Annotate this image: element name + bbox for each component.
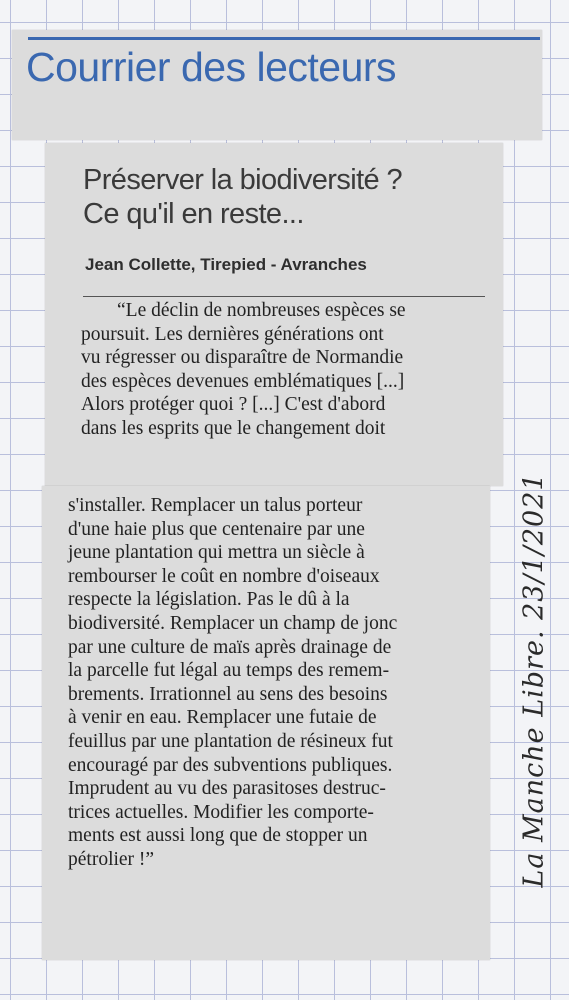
article-clipping-top <box>45 143 503 486</box>
text-line: d'une haie plus que centenaire par une <box>68 518 365 540</box>
handwritten-source-note: La Manche Libre. 23/1/2021 <box>518 472 550 888</box>
text-line: poursuit. Les dernières générations ont <box>81 323 384 345</box>
text-line: “Le déclin de nombreuses espèces se <box>117 300 406 321</box>
article-title-line: Ce qu'il en reste... <box>83 198 304 230</box>
text-line: rembourser le coût en nombre d'oiseaux <box>68 565 380 587</box>
text-line: par une culture de maïs après drainage de <box>68 636 392 658</box>
text-line: la parcelle fut légal au temps des remem- <box>68 660 390 682</box>
text-line: dans les esprits que le changement doit <box>81 417 386 439</box>
text-line: des espèces devenues emblématiques [...] <box>81 370 405 392</box>
header-clipping <box>12 30 542 140</box>
text-line: brements. Irrationnel au sens des besoins <box>68 683 388 705</box>
text-line: jeune plantation qui mettra un siècle à <box>68 542 365 564</box>
article-title <box>83 163 402 231</box>
header-rule <box>28 37 540 40</box>
text-line: trices actuelles. Modifier les comporte- <box>68 801 374 823</box>
article-clipping-bottom <box>42 486 490 960</box>
article-title-line: Préserver la biodiversité ? <box>83 164 403 196</box>
article-body-bottom <box>68 494 397 872</box>
article-byline: Jean Collette, Tirepied - Avranches <box>85 255 367 274</box>
text-line: à venir en eau. Remplacer une futaie de <box>68 707 377 729</box>
text-line: vu régresser ou disparaître de Normandie <box>81 347 404 369</box>
text-line: encouragé par des subventions publiques. <box>68 754 393 776</box>
text-line: biodiversité. Remplacer un champ de jonc <box>68 612 398 634</box>
text-line: s'installer. Remplacer un talus porteur <box>68 495 363 516</box>
article-body-top <box>81 299 406 441</box>
text-line: Imprudent au vu des parasitoses destruc- <box>68 778 386 800</box>
text-line: Alors protéger quoi ? [...] C'est d'abord <box>81 394 386 416</box>
text-line: pétrolier !” <box>68 848 155 870</box>
text-line: ments est aussi long que de stopper un <box>68 825 368 847</box>
byline-divider <box>83 296 485 297</box>
text-line: feuillus par une plantation de résineux fut <box>68 730 393 752</box>
text-line: respecte la législation. Pas le dû à la <box>68 589 350 611</box>
section-title: Courrier des lecteurs <box>26 44 397 90</box>
